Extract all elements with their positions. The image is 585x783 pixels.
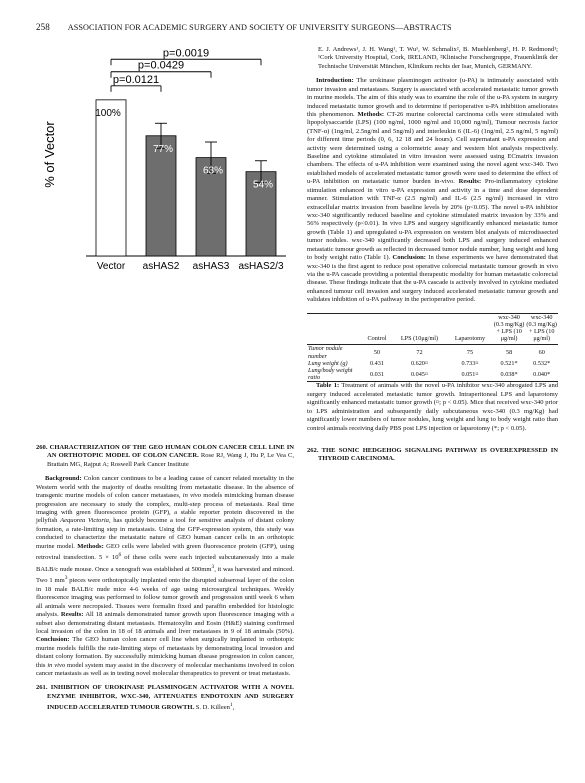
- table-row: [307, 345, 558, 360]
- table-cell: 0.620¤: [410, 359, 428, 367]
- abstract-261-first-author: S. D. Killeen: [195, 704, 230, 712]
- abstract-261-title: INHIBITION OF UROKINASE PLASMINOGEN ACTIVATOR WITH A NOVEL ENZYME INHIBITOR, WXC-340, ATTENUATES ENDOTOXIN AND SURGERY INDUCED ACCELERATED TUMOUR GROWTH.: [47, 684, 294, 712]
- data-label: 63%: [202, 165, 224, 177]
- methods-text-2: of these cells were each injected subcutaneously into a male BALB/c nude mouse. Once a xenograft was established at 500mm: [36, 554, 294, 573]
- journal-title: ASSOCIATION FOR ACADEMIC SURGERY AND SOCIETY OF UNIVERSITY SURGEONS—ABSTRACTS: [67, 23, 452, 32]
- results-table: [307, 313, 558, 383]
- abstract-262-title: THE SONIC HEDGEHOG SIGNALING PATHWAY IS OVEREXPRESSED IN THYROID CARCINOMA.: [318, 447, 558, 463]
- abstract-261-heading: 261. INHIBITION OF UROKINASE PLASMINOGEN ACTIVATOR WITH A NOVEL ENZYME INHIBITOR, WXC-340, ATTENUATES ENDOTOXIN AND SURGERY INDUCED ACCELERATED TUMOUR GROWTH. S. D. Killeen$^1$,: [36, 684, 294, 712]
- table-cell: 0.521*: [500, 359, 518, 367]
- conclusion-italic: in vivo: [47, 661, 66, 669]
- table-header-row: [307, 313, 558, 345]
- data-label: 54%: [252, 179, 274, 191]
- table-cell: 58: [505, 349, 513, 357]
- abstract-261-authors: E. J. Andrews¹, J. H. Wang¹, T. Wu¹, W. Schmalix², B. Muehlenberg², H. P. Redmond¹; ¹Cork University Hospital, Cork, IRELAND, ²Klinische Forschergruppe, Frauenklinik der Technische Universität München, Klinikum rechts der Isar, Munich, GERMANY.: [318, 46, 558, 70]
- abstract-262-number: 262.: [307, 447, 319, 455]
- methods-text-4: pieces were orthotopically implanted onto the disrupted subserosal layer of the colon in 18 male BALB/c nude mice 4-6 weeks of age using microsurgical techniques. Weekly fluorescence imaging was performed to follow tumor growth and progression until week 6 when all animals were necropsied. Tissues were formalin fixed and paraffin embedded for histologic analysis.: [36, 577, 295, 619]
- introduction-label: Introduction:: [316, 77, 354, 85]
- conclusion-label-261: Conclusion:: [392, 254, 426, 262]
- table-cell: 0.733¤: [461, 359, 479, 367]
- background-italic-1: in vivo: [182, 492, 202, 500]
- abstract-262-heading: [307, 447, 558, 464]
- abstract-260-background: [36, 475, 294, 678]
- bar-vector: [96, 100, 126, 256]
- methods-text-1: GEO cells were labeled with green fluorescence protein (GFP), using retroviral transfection. 5 × 10: [36, 542, 295, 562]
- table-header-cell: [307, 313, 362, 345]
- results-label-261: Results:: [458, 178, 482, 186]
- methods-sup-1: 6: [118, 552, 122, 559]
- x-tick-label: asHAS2/3: [238, 261, 284, 272]
- table-cell: 50: [373, 349, 381, 357]
- abstract-260-number: 260.: [36, 444, 48, 451]
- abstract-261-first-author-sup: 1: [229, 702, 233, 709]
- table-cell: 0.040*: [533, 370, 551, 378]
- methods-sup-2: 3: [211, 563, 215, 570]
- left-column: [36, 444, 294, 713]
- conclusion-261-text: In these experiments we have demonstrated that wxc-340 is the first agent to reduce post operative colorectal metastatic tumour growth in vivo via the u-PA cascade providing a potential therapeutic modality for human metastatic colorectal disease. These findings indicate that the u-PA cascade is actively involved in cytokine mediated enhanced tumour cell invasion and surgery induced accelerated metastatic tumour growth and validates inhibition of u-PA pathway in the perioperative period.: [307, 254, 558, 304]
- background-text-3: has quickly become a tool for sensitive analysis of distant colony formation, a rate-limiting step in metastasis. Using the GFP-expression system, this study was conducted to characterize the metastatic nature of GEO human cancer cells in an orthotopic murine model.: [36, 517, 295, 550]
- background-italic-2: Aequorea Victoria,: [60, 517, 111, 525]
- conclusion-label: Conclusion:: [36, 636, 70, 644]
- table-row: [307, 360, 558, 367]
- background-text-1: Colon cancer continues to be a leading cause of cancer related mortality in the Western world with the majority of deaths resulting from metastatic disease. In the absence of transgenic murine models of colon cancer metastases,: [36, 475, 294, 500]
- abstract-261-number: 261.: [36, 684, 48, 692]
- table-caption: [307, 382, 558, 433]
- conclusion-text-2: model system may assist in the discovery of molecular mechanisms involved in colon cancer metastasis as well as in testing novel molecular therapeutics to prevent or treat metastasis.: [36, 661, 295, 678]
- running-header: [36, 22, 556, 32]
- conclusion-text-1: The GEO human colon cancer cell line when surgically implanted in orthotopic murine models fulfills the rate-limiting steps of metastasis by demonstrating local invasion and distant colony formation. By successfully mimicking human disease progression in colon cancer, this: [36, 636, 294, 669]
- table-cell: 0.045¤: [410, 370, 428, 378]
- table-cell: 0.038*: [500, 370, 518, 378]
- results-261-text: Pro-inflammatory cytokine stimulation enhanced in vitro u-PA expression and activity in a time and dose dependent manner. Stimulation with TNF-α (2.5 ng/ml) and IL-6 (2.5 ng/ml) increased in vitro extracellular matrix invasion from baseline levels by 20% (p<0.05). The novel u-PA inhibitor wxc-340 significantly reduced baseline and cytokine stimulated matrix invasion by 33% and 56% respectively (p<0.01). In vivo LPS and surgery significantly enhanced metastatic tumor growth (Table 1) and upregulated u-PA expression on western blot analysis of microdissected tumor nodules. wxc-340 significantly decreased both LPS and surgery induced enhanced metastatic tumour growth as reflected in decreased tumor nodule number, lung weight and lung to body weight ratio (Table 1).: [307, 178, 558, 262]
- table-cell: 0.431: [370, 359, 384, 367]
- table-row: [307, 367, 558, 382]
- table-caption-text: Treatment of animals with the novel u-PA inhibitor wxc-340 abrogated LPS and surgery induced accelerated metastatic tumor growth. Intraperitoneal LPS and laparotomy significantly enhanced metastatic tumor growth (¤; p < 0.05). Mice that received wxc-340 prior to LPS administration and subsequently daily subcutaneous wxc-340 (0.3 mg/Kg) had significantly lower numbers of tumor nodules, lung weight and lung to body weight ratio than control animals receiving daily PBS post LPS injection or laparotomy (*; p < 0.05).: [307, 382, 558, 432]
- table-caption-label: Table 1:: [316, 382, 340, 390]
- p-value-annotation: p=0.0019: [162, 48, 210, 60]
- results-label: Results:: [60, 611, 84, 619]
- table-header-cell: wxc-340 (0.3 mg/Kg) + LPS (10 μg/ml): [493, 313, 525, 343]
- results-text: All 18 animals demonstrated tumor growth upon fluorescence imaging with a subset also demonstrating distant metastasis. Hematoxylin and Eosin (H&E) staining confirmed local invasion of the colon in 18 of 18 animals and liver metastases in 9 of 18 animals (50%).: [36, 611, 294, 635]
- background-label: Background:: [45, 475, 82, 483]
- methods-sup-3: 3: [64, 575, 68, 582]
- table-header-cell: Control: [367, 335, 387, 343]
- table-cell: 0.031: [370, 370, 384, 378]
- table-cell: 0.532*: [533, 359, 551, 367]
- methods-text-3: , it was harvested and minced. Two 1 mm: [36, 565, 294, 585]
- table-cell: 60: [538, 349, 545, 357]
- table-cell: 0.051¤: [461, 370, 479, 378]
- p-value-annotation: p=0.0121: [112, 73, 160, 86]
- background-text-2: models mimicking human disease progression are necessary to study the complex, multi-step process of metastasis. Real time imaging with green fluorescence protein (GFP), a stable reporter protein discovered in the jellyfish: [36, 492, 295, 525]
- table-header-cell: Laparotomy: [454, 335, 486, 343]
- p-value-annotation: p=0.0429: [137, 59, 185, 72]
- table-row-label: Lung/body weight ratio: [308, 367, 353, 382]
- introduction-text: The urokinase plasminogen activator (u-PA) is intimately associated with tumor invasion and metastases. Surgery is associated with accelerated metastatic tumor growth in murine models. The aim of this study was to examine the role of the u-PA system in surgery induced metastatic tumor growth and to determine if perioperative u-PA inhibition ameliorates this phenomenon.: [307, 77, 558, 118]
- x-tick-label: asHAS2: [142, 261, 180, 272]
- table-row-label: Lung weight (g): [308, 359, 348, 367]
- table-header-cell: wxc-340 (0.3 mg/Kg) + LPS (10 μg/ml): [526, 313, 557, 343]
- table-row-label: Tumor nodule number: [308, 345, 343, 360]
- abstract-261-body: [307, 77, 558, 304]
- table-header-cell: LPS (10μg/ml): [400, 335, 439, 343]
- data-label: 100%: [95, 107, 121, 119]
- abstract-260-heading: [36, 444, 294, 469]
- page-number: 258: [36, 22, 50, 32]
- table-cell: 72: [416, 349, 423, 357]
- data-label: 77%: [152, 143, 174, 155]
- has-bar-chart: [36, 48, 294, 438]
- x-tick-label: Vector: [96, 261, 126, 272]
- x-tick-label: asHAS3: [192, 261, 230, 272]
- methods-261-text-1: CT-26 murine colorectal carcinoma cells were stimulated with lipopolysaccaride (LPS) (100 ng/ml, 1000 ng/ml and 10,000 ng/ml), Tumour necrosis factor: [307, 110, 558, 127]
- right-column: [307, 46, 558, 464]
- abstract-260-title: CHARACTERIZATION OF THE GEO HUMAN COLON CANCER CELL LINE IN AN ORTHOTOPIC MODEL OF COLON CANCER.: [47, 444, 294, 460]
- methods-261-text-2: (TNF-α) (1ng/ml, 2.5ng/ml and 5ng/ml) and interleukin 6 (IL-6) (1ng/ml, 2.5 ng/ml, 5 ng/ml) for different time periods (0, 6, 12 18 and 24 hours). Cell supernatant u-PA expression and activity were determined using a colormetric assay and western blot analysis respectively. Baseline and cytokine stimulated in vitro invasion were assessed using ECmatrix invasion chambers. The effects of u-PA inhibition were examined using the novel agent wxc-340. Two established models of accelerated metastatic tumor growth were used to determine the effect of u-PA inhibition on metastatic tumor burden in-vivo.: [307, 127, 558, 186]
- methods-label-261: Methods:: [357, 110, 385, 118]
- y-axis-label: % of Vector: [42, 121, 57, 188]
- table-cell: 75: [466, 349, 474, 357]
- methods-label: Methods:: [77, 542, 104, 550]
- abstract-260-authors: Rose RJ, Wang J, Hu P, Le Vea C, Brattain MG, Rajput A; Roswell Park Cancer Institute: [47, 452, 294, 468]
